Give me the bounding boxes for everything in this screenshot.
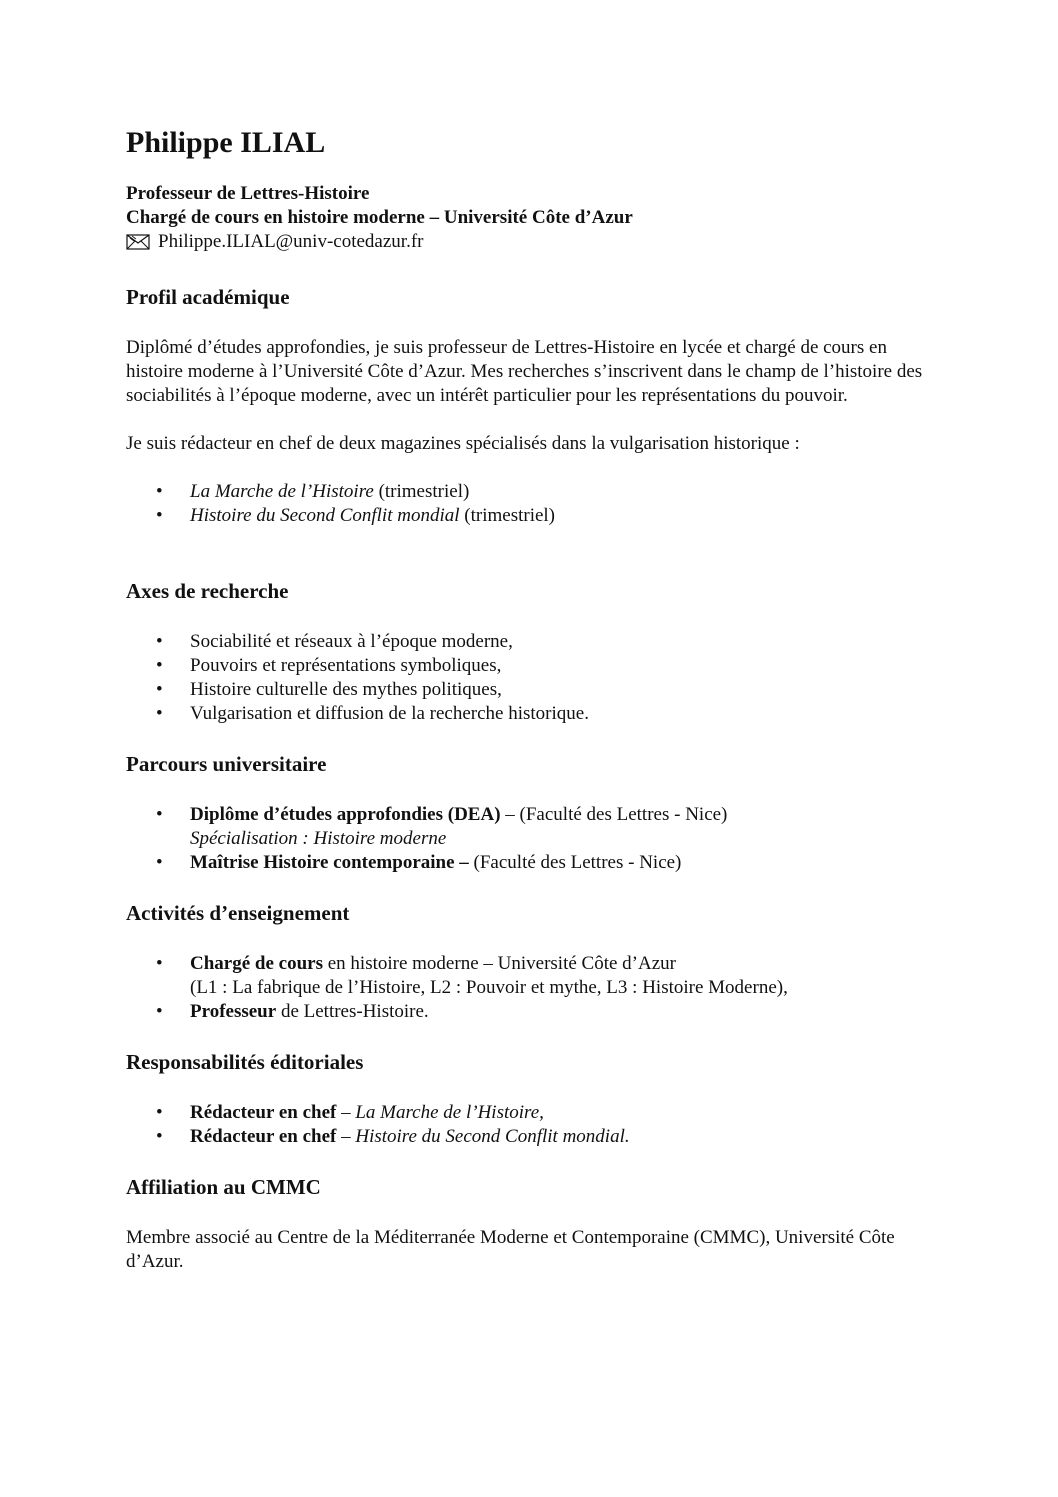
email-link[interactable]: Philippe.ILIAL@univ-cotedazur.fr <box>158 231 424 252</box>
job-subtitle: Chargé de cours en histoire moderne – Université Côte d’Azur <box>126 207 633 228</box>
section-axes <box>126 578 940 726</box>
enseignement-list <box>126 952 940 1024</box>
section-title-cmmc: Affiliation au CMMC <box>126 1175 321 1199</box>
profil-paragraph: Diplômé d’études approfondies, je suis professeur de Lettres-Histoire en lycée et chargé de cours en histoire moderne à l’Université Côte d’Azur. Mes recherches s’inscrivent dans le champ de l’histoire des sociabilités à l’époque moderne, avec un intérêt particulier pour les représentations du pouvoir. <box>126 337 923 406</box>
list-item: • Professeur de Lettres-Histoire. <box>126 1000 940 1024</box>
cmmc-paragraph: Membre associé au Centre de la Méditerranée Moderne et Contemporaine (CMMC), Université Côte d’Azur. <box>126 1227 895 1272</box>
list-item: • Chargé de cours en histoire moderne – Université Côte d’Azur (L1 : La fabrique de l’Histoire, L2 : Pouvoir et mythe, L3 : Histoire Moderne), <box>126 952 940 1000</box>
section-editorial <box>126 1049 940 1149</box>
header-block <box>126 182 938 254</box>
section-title-parcours: Parcours universitaire <box>126 752 327 776</box>
envelope-icon <box>126 234 150 250</box>
section-parcours <box>126 751 940 875</box>
list-item: • Diplôme d’études approfondies (DEA) – (Faculté des Lettres - Nice) Spécialisation : Histoire moderne <box>126 803 940 851</box>
list-item: • Rédacteur en chef – La Marche de l’Histoire, <box>126 1101 940 1125</box>
list-item: • Rédacteur en chef – Histoire du Second Conflit mondial. <box>126 1125 940 1149</box>
list-item: • Pouvoirs et représentations symboliques, <box>126 654 940 678</box>
list-item: • Histoire culturelle des mythes politiques, <box>126 678 940 702</box>
list-item: • Histoire du Second Conflit mondial (trimestriel) <box>126 504 940 528</box>
magazines-intro: Je suis rédacteur en chef de deux magazines spécialisés dans la vulgarisation historique : <box>126 433 800 454</box>
section-profil <box>126 284 940 528</box>
list-item: • Maîtrise Histoire contemporaine – (Faculté des Lettres - Nice) <box>126 851 940 875</box>
email-row <box>126 230 938 254</box>
list-item: • Vulgarisation et diffusion de la recherche historique. <box>126 702 940 726</box>
list-item: • Sociabilité et réseaux à l’époque moderne, <box>126 630 940 654</box>
section-cmmc <box>126 1174 940 1274</box>
axes-list <box>126 630 940 726</box>
magazines-list <box>126 480 940 528</box>
section-title-axes: Axes de recherche <box>126 579 289 603</box>
section-enseignement <box>126 900 940 1024</box>
section-title-editorial: Responsabilités éditoriales <box>126 1050 364 1074</box>
section-title-enseignement: Activités d’enseignement <box>126 901 350 925</box>
section-title-profil: Profil académique <box>126 285 290 309</box>
person-name: Philippe ILIAL <box>126 126 326 159</box>
parcours-list <box>126 803 940 875</box>
editorial-list <box>126 1101 940 1149</box>
job-title: Professeur de Lettres-Histoire <box>126 183 370 204</box>
list-item: • La Marche de l’Histoire (trimestriel) <box>126 480 940 504</box>
